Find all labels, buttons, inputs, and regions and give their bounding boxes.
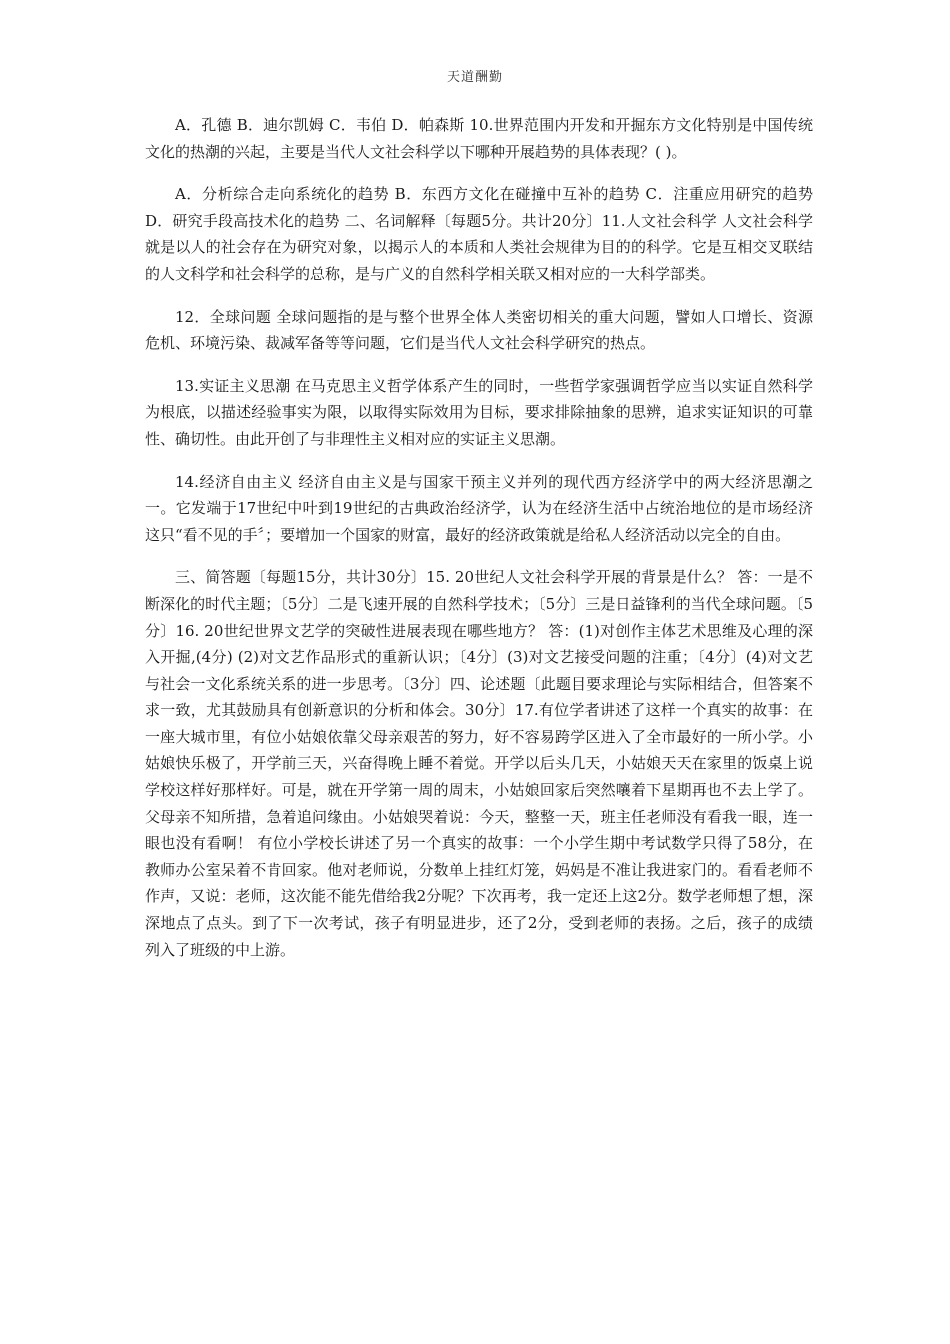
- paragraph-term-12: 12．全球问题 全球问题指的是与整个世界全体人类密切相关的重大问题，譬如人口增长、资源危机、环境污染、裁减军备等等问题，它们是当代人文社会科学研究的热点。: [145, 307, 813, 353]
- document-body: [145, 112, 813, 963]
- paragraph-multiple-choice-9-10: A．孔德 B．迪尔凯姆 C．韦伯 D．帕森斯 10.世界范围内开发和开掘东方文化特别是中国传统文化的热潮的兴起，主要是当代人文社会科学以下哪种开展趋势的具体表现？( )。: [145, 116, 813, 161]
- paragraph-options-and-term-11: A．分析综合走向系统化的趋势 B．东西方文化在碰撞中互补的趋势 C．注重应用研究的趋势 D．研究手段高技术化的趋势 二、名词解释〔每题5分。共计20分〕11.人文社会科学 人文社会科学就是以人的社会存在为研究对象，以揭示人的本质和人类社会规律为目的的科学。它是互相交叉联结的人文科学和社会科学的总称，是与广义的自然科学相关联又相对应的一大科学部类。: [145, 185, 813, 283]
- paragraph-term-13: 13.实证主义思潮 在马克思主义哲学体系产生的同时，一些哲学家强调哲学应当以实证自然科学为根底，以描述经验事实为限，以取得实际效用为目标，要求排除抽象的思辨，追求实证知识的可靠性、确切性。由此开创了与非理性主义相对应的实证主义思潮。: [145, 376, 813, 448]
- page-header: 天道酬勤: [446, 70, 503, 85]
- paragraph-short-answer-and-essay: 三、简答题〔每题15分，共计30分〕15. 20世纪人文社会科学开展的背景是什么？ 答：一是不断深化的时代主题；〔5分〕二是飞速开展的自然科学技术；〔5分〕三是日益锋利的当代全球问题。〔5分〕16. 20世纪世界文艺学的突破性进展表现在哪些地方？ 答：(1)对创作主体艺术思维及心理的深入开掘,(4分) (2)对文艺作品形式的重新认识；〔4分〕(3)对文艺接受问题的注重；〔4分〕(4)对文艺与社会一文化系统关系的进一步思考。〔3分〕四、论述题〔此题目要求理论与实际相结合，但答案不求一致，尤其鼓励具有创新意识的分析和体会。30分〕17.有位学者讲述了这样一个真实的故事：在一座大城市里，有位小姑娘依靠父母亲艰苦的努力，好不容易跨学区进入了全市最好的一所小学。小姑娘快乐极了，开学前三天，兴奋得晚上睡不着觉。开学以后头几天，小姑娘天天在家里的饭桌上说学校这样好那样好。可是，就在开学第一周的周末，小姑娘回家后突然嚷着下星期再也不去上学了。父母亲不知所措，急着追问缘由。小姑娘哭着说：今天，整整一天，班主任老师没有看我一眼，连一眼也没有看啊！ 有位小学校长讲述了另一个真实的故事：一个小学生期中考试数学只得了58分，在教师办公室呆着不肯回家。他对老师说，分数单上挂红灯笼，妈妈是不准让我进家门的。看看老师不作声，又说：老师，这次能不能先借给我2分呢？下次再考，我一定还上这2分。数学老师想了想，深深地点了点头。到了下一次考试，孩子有明显进步，还了2分，受到老师的表扬。之后，孩子的成绩列入了班级的中上游。: [145, 568, 813, 959]
- paragraph-term-14: 14.经济自由主义 经济自由主义是与国家干预主义并列的现代西方经济学中的两大经济思潮之一。它发端于17世纪中叶到19世纪的古典政治经济学，认为在经济生活中占统治地位的是市场经济这只“看不见的手〞；要增加一个国家的财富，最好的经济政策就是给私人经济活动以完全的自由。: [145, 472, 813, 544]
